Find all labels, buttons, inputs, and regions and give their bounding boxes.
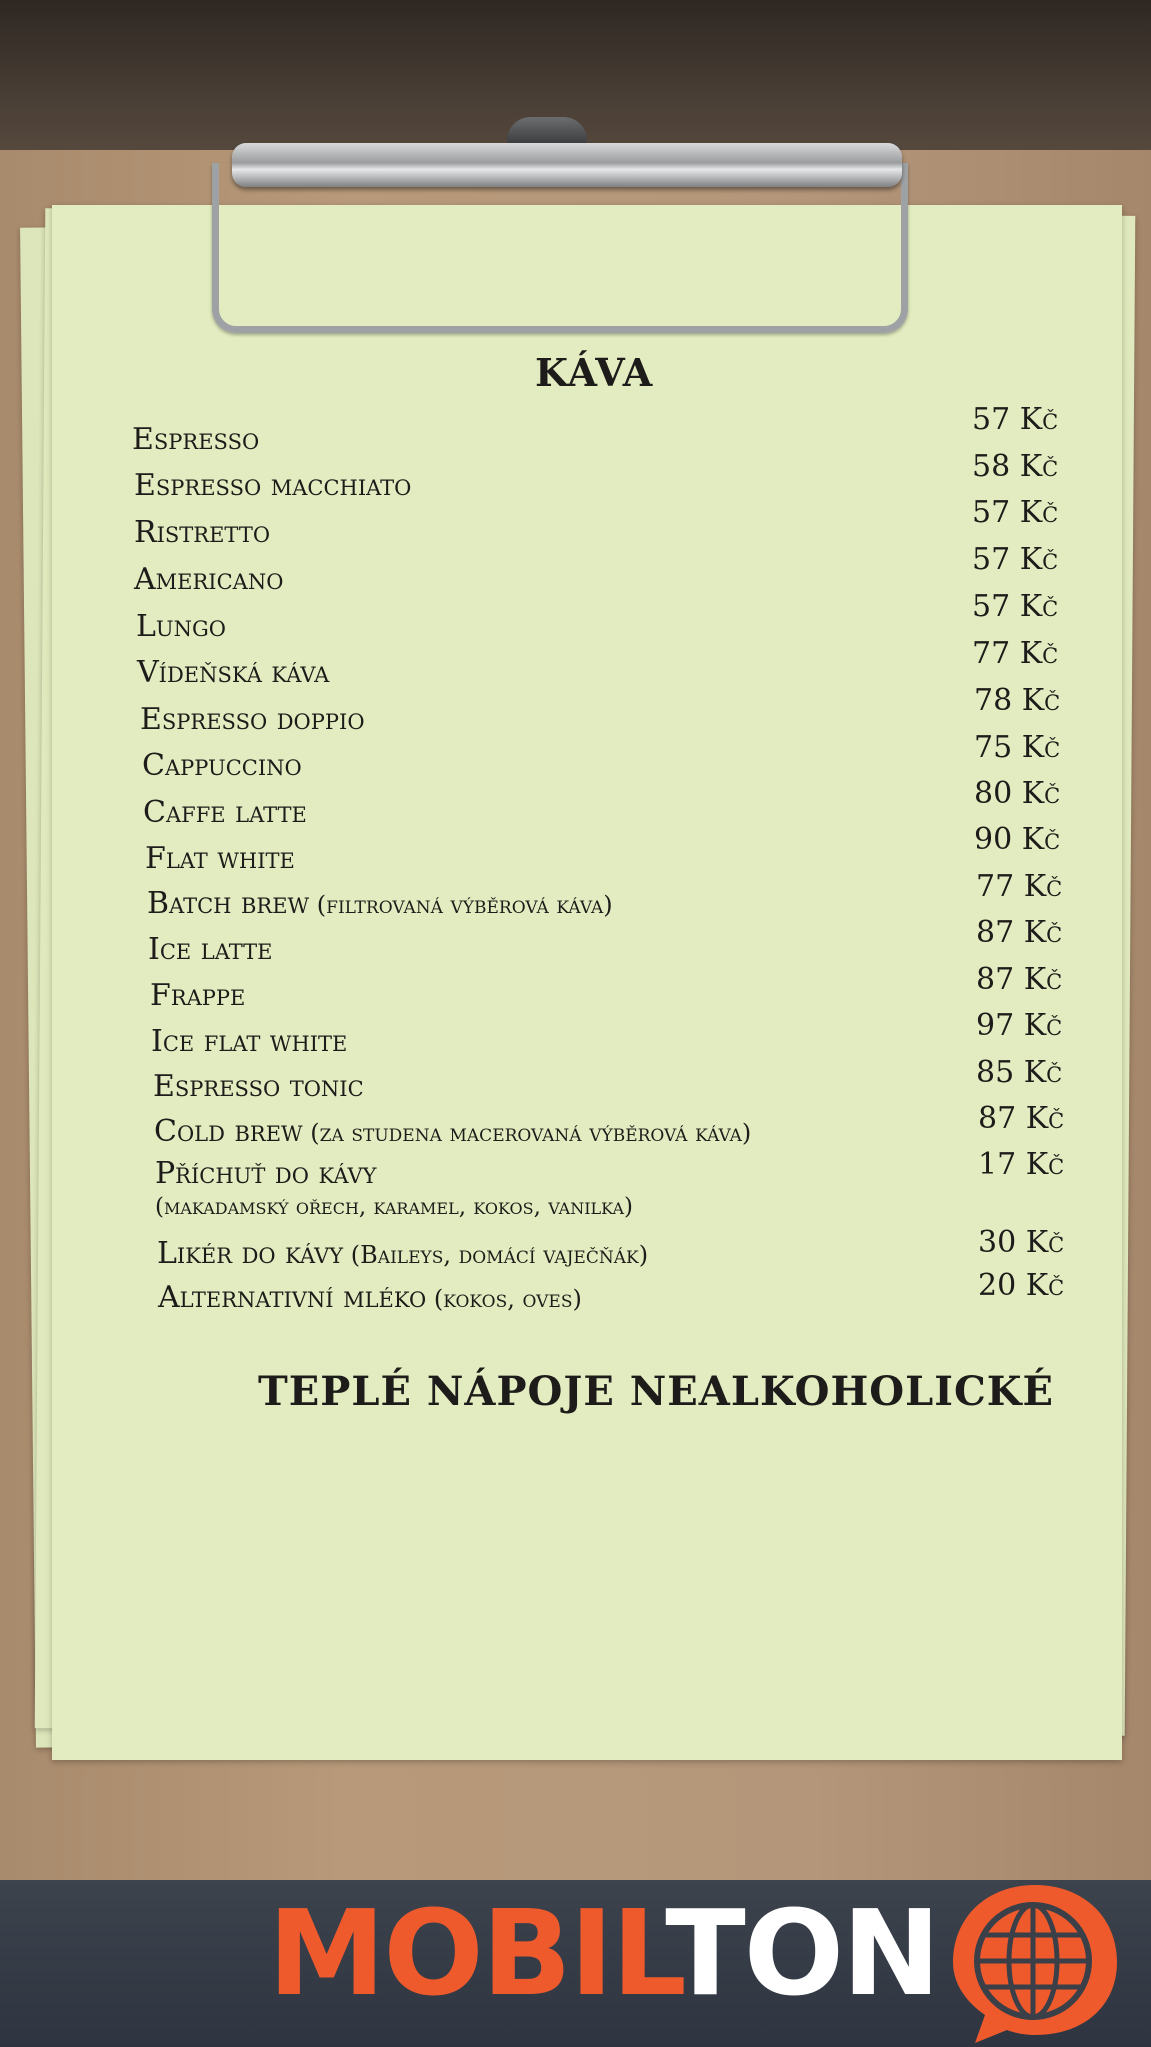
menu-item-note: (kokos, oves) [426, 1285, 582, 1313]
menu-item-price: 77 Kč [972, 636, 1059, 671]
menu-item-name: Cappuccino [142, 748, 302, 783]
menu-item-note: (filtrovaná výběrová káva) [309, 891, 613, 919]
menu-item [153, 1069, 364, 1104]
mobilton-logo [268, 1878, 939, 2028]
menu-item-price: 30 Kč [978, 1225, 1065, 1260]
menu-item-name: Alternativní mléko [158, 1280, 427, 1315]
menu-item-price: 90 Kč [974, 822, 1061, 857]
menu-item [158, 1280, 582, 1315]
menu-item [143, 795, 307, 830]
menu-item-name: Espresso [132, 422, 260, 457]
menu-item-name: Flat white [145, 841, 295, 876]
menu-item-price: 58 Kč [972, 449, 1059, 484]
menu-item [154, 1114, 751, 1149]
menu-item-name: Likér do kávy [157, 1236, 344, 1271]
menu-item-price: 97 Kč [976, 1008, 1063, 1043]
menu-item-name: Frappe [150, 978, 246, 1013]
menu-item-note: (Baileys, domácí vaječňák) [343, 1241, 649, 1269]
menu-item [134, 515, 270, 550]
menu-item-name: Espresso macchiato [134, 468, 412, 503]
menu-item [136, 609, 226, 644]
menu-item-name: Espresso tonic [153, 1069, 364, 1104]
menu-item-price: 87 Kč [976, 915, 1063, 950]
section-title-kava: KÁVA [535, 350, 654, 395]
menu-item-price: 77 Kč [976, 869, 1063, 904]
menu-item-price: 85 Kč [976, 1055, 1063, 1090]
menu-item-price: 87 Kč [978, 1101, 1065, 1136]
menu-item-name: Lungo [136, 609, 226, 644]
menu-item-note: (za studena macerovaná výběrová káva) [302, 1119, 752, 1147]
logo-text-white: TON [665, 1884, 939, 2022]
menu-item-price: 57 Kč [972, 495, 1059, 530]
menu-item-name: Vídeňská káva [137, 655, 330, 690]
menu-item-subnote: (makadamský ořech, karamel, kokos, vanilka) [155, 1194, 633, 1220]
logo-text-orange: MOBIL [268, 1884, 666, 2022]
menu-item-name: Americano [134, 562, 284, 597]
menu-item [134, 562, 283, 597]
menu-item-price: 57 Kč [972, 402, 1059, 437]
menu-item-price: 80 Kč [974, 776, 1061, 811]
logo-text [268, 1884, 939, 2022]
menu-item-name: Caffe latte [143, 795, 307, 830]
menu-item-price: 17 Kč [978, 1147, 1065, 1182]
menu-item-name: Espresso doppio [140, 702, 365, 737]
menu-item [142, 748, 302, 783]
menu-item [145, 841, 295, 876]
menu-item [150, 978, 245, 1013]
menu-item-price: 75 Kč [974, 730, 1061, 765]
menu-item [137, 655, 329, 690]
menu-item-name: Cold brew [154, 1114, 303, 1149]
menu-item-price: 78 Kč [974, 683, 1061, 718]
globe-chat-icon [945, 1877, 1125, 2047]
menu-item-price: 57 Kč [972, 542, 1059, 577]
menu-item [148, 932, 272, 967]
menu-item-name: Ice latte [148, 932, 273, 967]
menu-item-name: Ice flat white [151, 1024, 348, 1059]
menu-item [151, 1024, 347, 1059]
menu-item [132, 422, 259, 457]
menu-item-price: 20 Kč [978, 1268, 1065, 1303]
section-title-teple-napoje: TEPLÉ NÁPOJE NEALKOHOLICKÉ [258, 1368, 1055, 1415]
menu-item [157, 1236, 648, 1271]
menu-item [134, 468, 411, 503]
menu-item-price: 57 Kč [972, 589, 1059, 624]
menu-item-price: 87 Kč [976, 962, 1063, 997]
menu-item [155, 1156, 377, 1191]
menu-item [147, 886, 613, 921]
menu-item [140, 702, 365, 737]
menu-item-name: Příchuť do kávy [155, 1156, 377, 1191]
menu-item-name: Batch brew [147, 886, 310, 921]
menu-item-name: Ristretto [134, 515, 271, 550]
